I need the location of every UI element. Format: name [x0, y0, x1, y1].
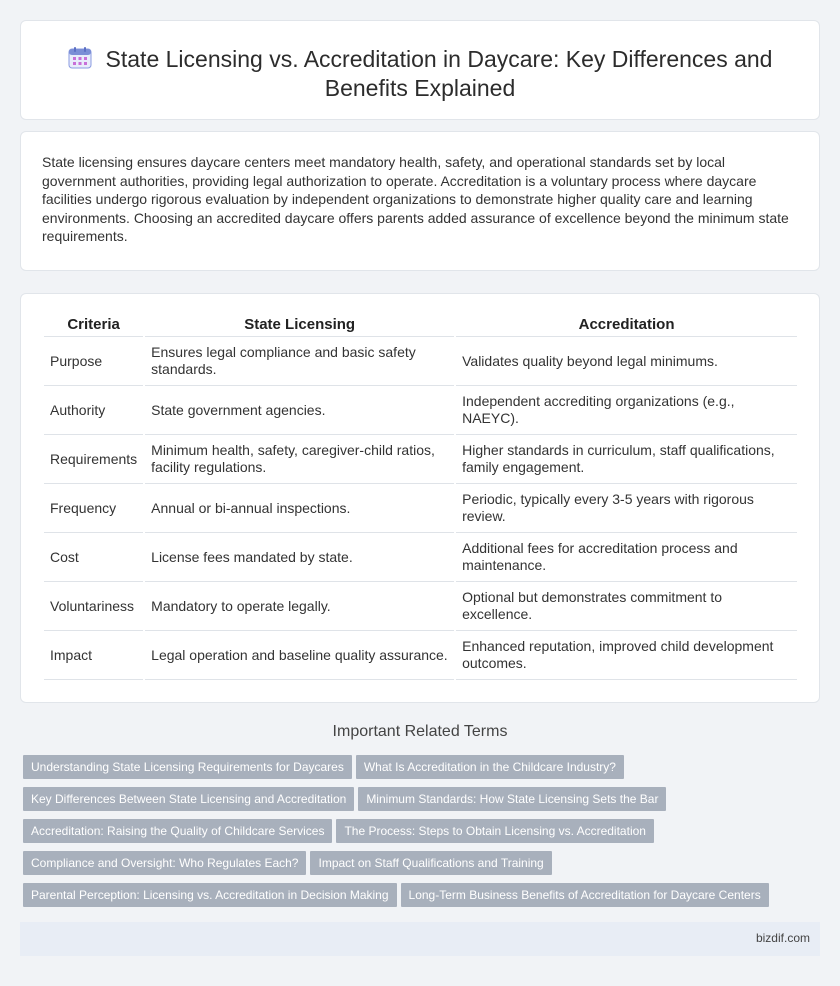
table-row [44, 386, 797, 435]
title-card [20, 20, 820, 120]
related-tag[interactable]: Long-Term Business Benefits of Accreditation for Daycare Centers [401, 883, 769, 907]
licensing-cell: Annual or bi-annual inspections. [145, 484, 454, 533]
licensing-cell: Minimum health, safety, caregiver-child ratios, facility regulations. [145, 435, 454, 484]
criteria-cell: Frequency [44, 484, 143, 533]
table-header-row [44, 314, 797, 337]
table-row [44, 435, 797, 484]
comparison-table [42, 314, 799, 680]
table-row [44, 582, 797, 631]
calendar-icon [68, 46, 92, 70]
title-wrap [21, 45, 819, 103]
related-tag[interactable]: Parental Perception: Licensing vs. Accreditation in Decision Making [23, 883, 397, 907]
intro-card [20, 131, 820, 271]
footer-site-link[interactable]: bizdif.com [755, 931, 810, 945]
licensing-cell: Ensures legal compliance and basic safety standards. [145, 337, 454, 386]
licensing-cell: License fees mandated by state. [145, 533, 454, 582]
footer [20, 922, 820, 956]
accreditation-cell: Independent accrediting organizations (e.g., NAEYC). [456, 386, 797, 435]
related-tag[interactable]: Compliance and Oversight: Who Regulates Each? [23, 851, 306, 875]
criteria-cell: Cost [44, 533, 143, 582]
tag-row [23, 755, 813, 787]
related-tag[interactable]: Minimum Standards: How State Licensing Sets the Bar [358, 787, 666, 811]
related-tag[interactable]: Impact on Staff Qualifications and Training [310, 851, 551, 875]
header-accreditation: Accreditation [456, 314, 797, 337]
table-row [44, 484, 797, 533]
related-tags [23, 755, 813, 915]
criteria-cell: Voluntariness [44, 582, 143, 631]
related-tag[interactable]: The Process: Steps to Obtain Licensing vs. Accreditation [336, 819, 654, 843]
related-tag[interactable]: Key Differences Between State Licensing and Accreditation [23, 787, 354, 811]
table-row [44, 631, 797, 680]
page-title: State Licensing vs. Accreditation in Daycare: Key Differences and Benefits Explained [105, 46, 773, 101]
header-criteria: Criteria [44, 314, 143, 337]
related-tag[interactable]: Understanding State Licensing Requirements for Daycares [23, 755, 352, 779]
tag-row [23, 883, 813, 915]
tag-row [23, 851, 813, 883]
accreditation-cell: Enhanced reputation, improved child development outcomes. [456, 631, 797, 680]
tag-row [23, 787, 813, 819]
licensing-cell: State government agencies. [145, 386, 454, 435]
table-row [44, 533, 797, 582]
comparison-table-card [20, 293, 820, 703]
criteria-cell: Authority [44, 386, 143, 435]
accreditation-cell: Validates quality beyond legal minimums. [456, 337, 797, 386]
licensing-cell: Mandatory to operate legally. [145, 582, 454, 631]
criteria-cell: Purpose [44, 337, 143, 386]
licensing-cell: Legal operation and baseline quality assurance. [145, 631, 454, 680]
intro-paragraph: State licensing ensures daycare centers meet mandatory health, safety, and operational standards set by local government authorities, providing legal authorization to operate. Accreditation is a voluntary process where daycare facilities undergo rigorous evaluation by independent organizations to demonstrate higher quality care and learning environments. Choosing an accredited daycare offers parents added assurance of excellence beyond the minimum state requirements. [42, 154, 789, 244]
accreditation-cell: Optional but demonstrates commitment to excellence. [456, 582, 797, 631]
tag-row [23, 819, 813, 851]
header-state-licensing: State Licensing [145, 314, 454, 337]
related-tag[interactable]: What Is Accreditation in the Childcare Industry? [356, 755, 624, 779]
related-terms-section [20, 720, 820, 902]
criteria-cell: Impact [44, 631, 143, 680]
table-row [44, 337, 797, 386]
accreditation-cell: Higher standards in curriculum, staff qualifications, family engagement. [456, 435, 797, 484]
related-tag[interactable]: Accreditation: Raising the Quality of Childcare Services [23, 819, 332, 843]
criteria-cell: Requirements [44, 435, 143, 484]
accreditation-cell: Additional fees for accreditation process and maintenance. [456, 533, 797, 582]
accreditation-cell: Periodic, typically every 3-5 years with rigorous review. [456, 484, 797, 533]
related-terms-heading: Important Related Terms [332, 723, 508, 740]
